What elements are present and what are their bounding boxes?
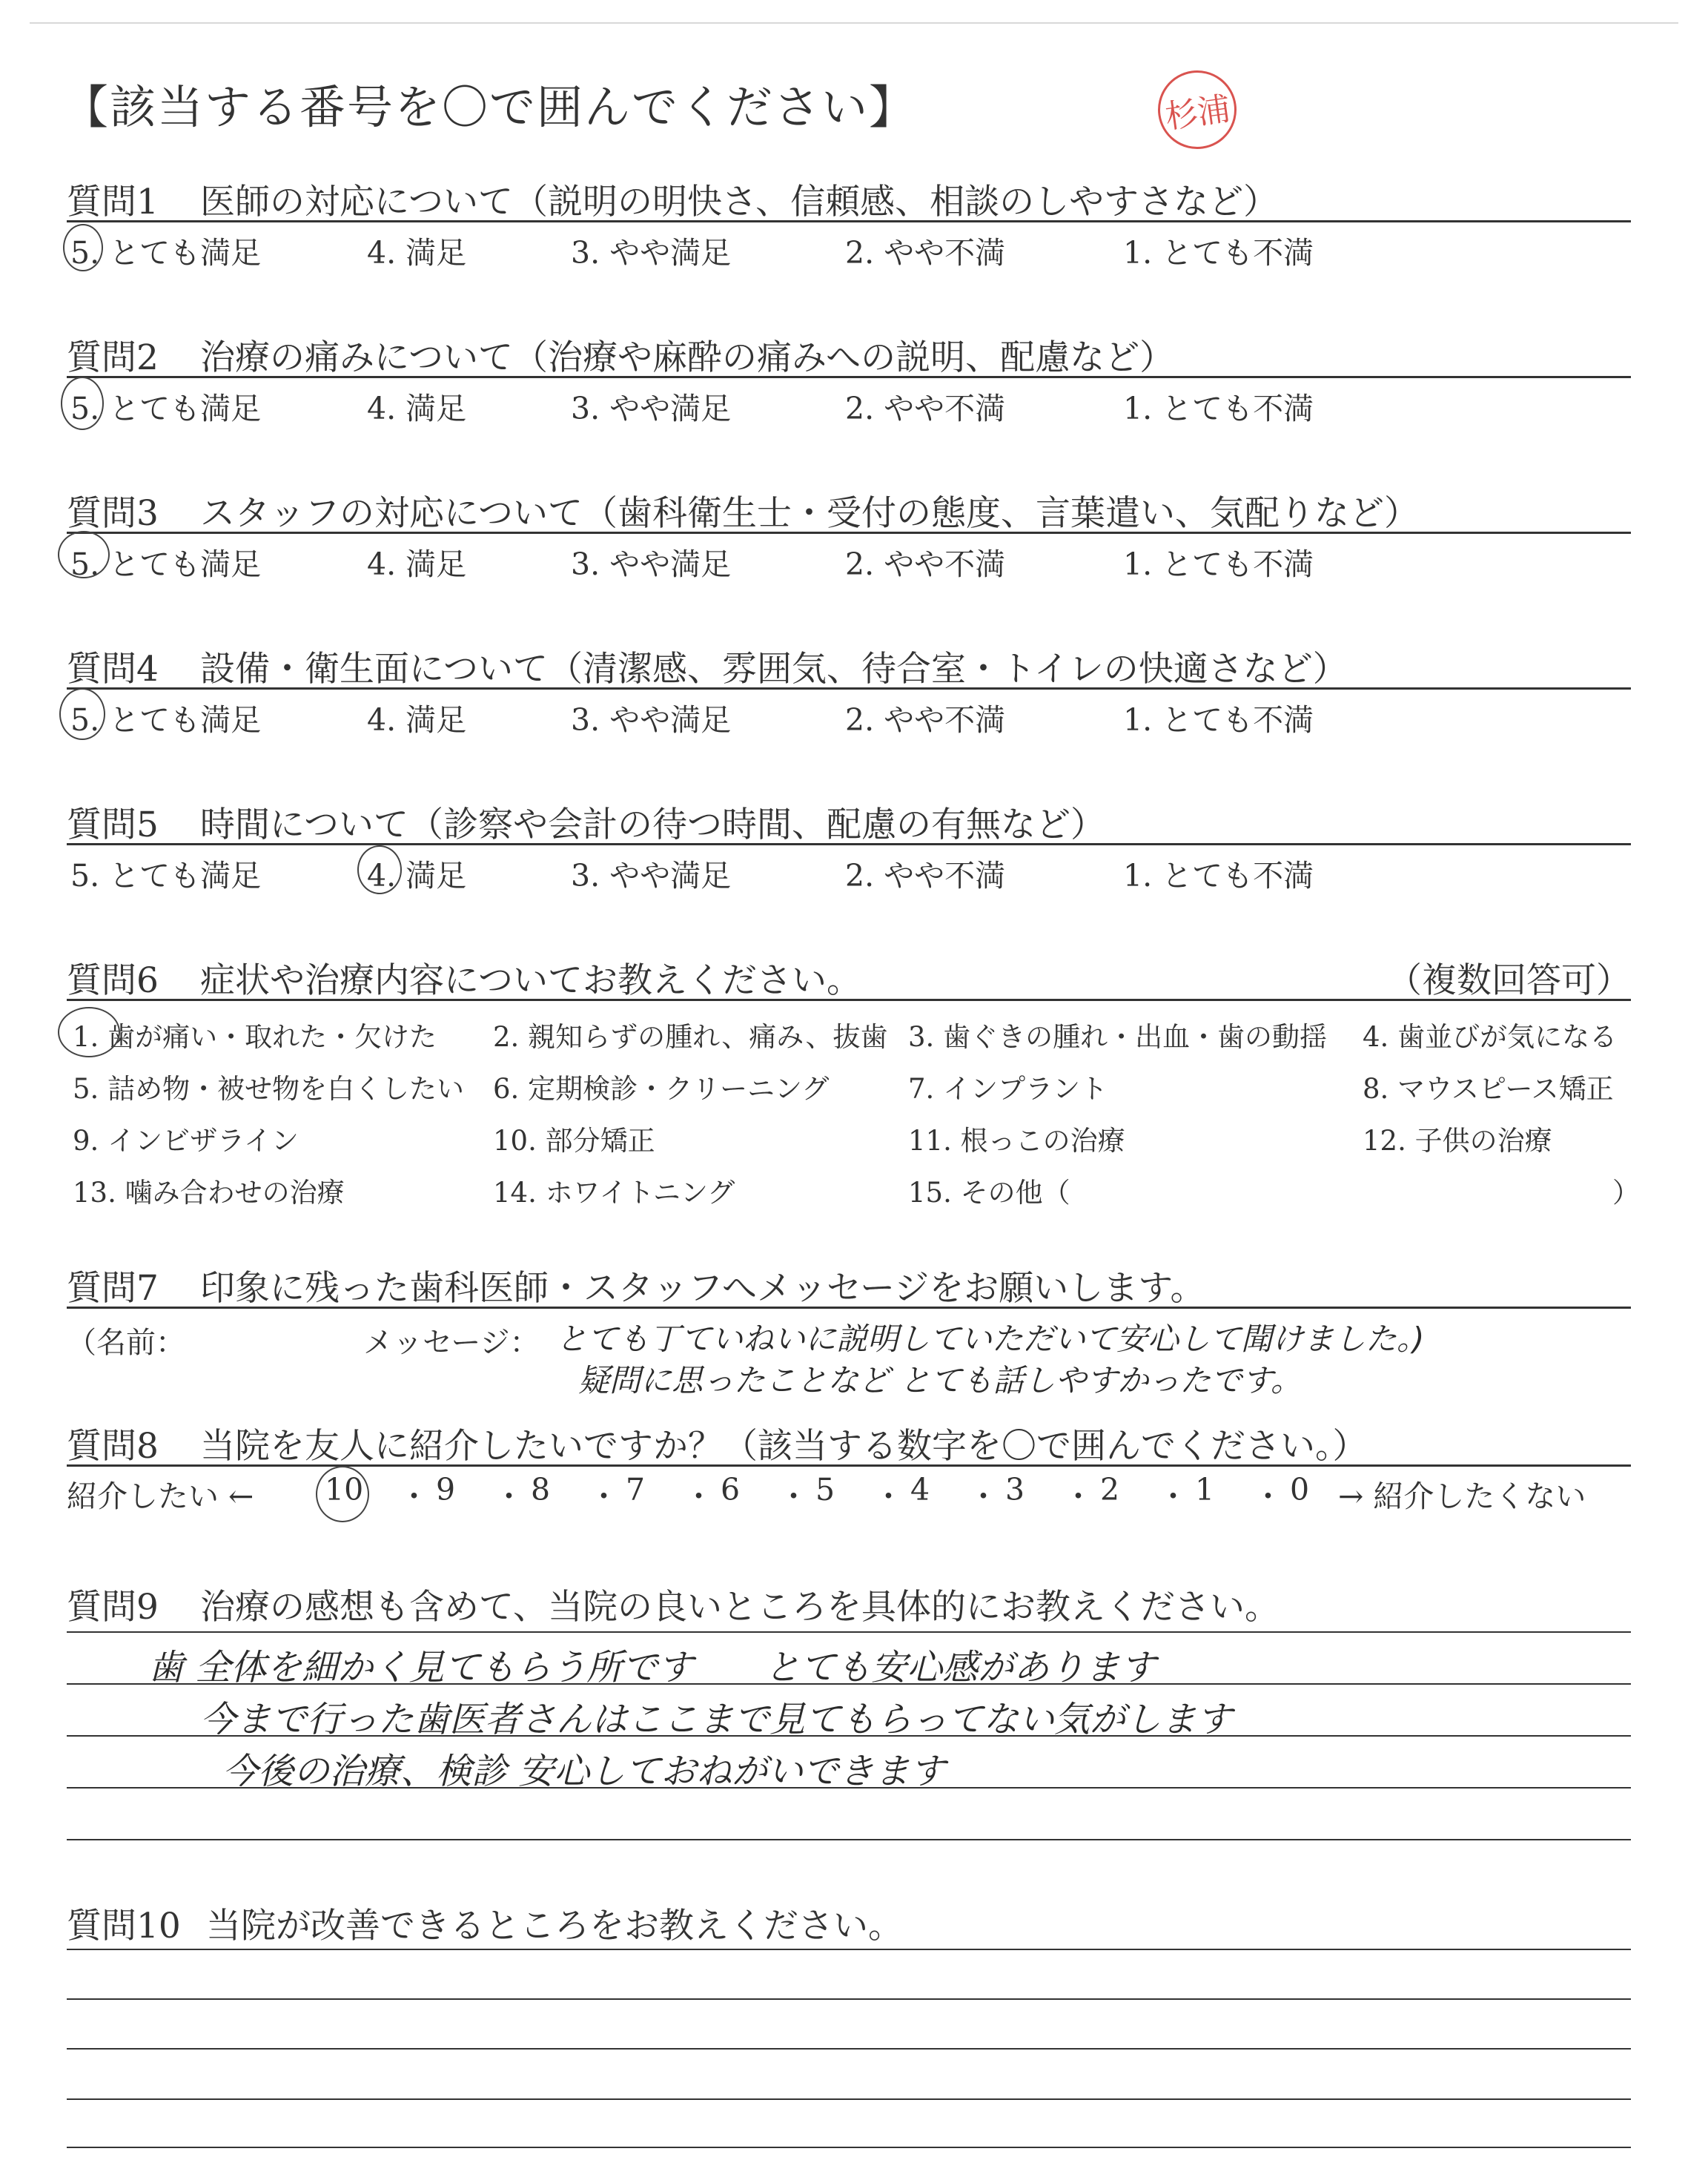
- symptom-item[interactable]: 1. 歯が痛い・取れた・欠けた: [73, 1021, 437, 1053]
- question-1: [67, 174, 1631, 274]
- question-text: 当院を友人に紹介したいですか？（該当する数字を〇で囲んでください。）: [200, 1426, 1368, 1467]
- answer-line: [67, 2147, 1631, 2148]
- handwritten-message-line: 疑問に思ったことなど とても話しやすかったです。: [578, 1362, 1302, 1398]
- symptom-other-close: ）: [1612, 1177, 1640, 1209]
- selection-circle: [61, 377, 104, 430]
- question-text: 医師の対応について（説明の明快さ、信頼感、相談のしやすさなど）: [200, 182, 1279, 222]
- question-2: [67, 330, 1631, 430]
- answer-line: [67, 1998, 1631, 2000]
- symptom-item[interactable]: 5. 詰め物・被せ物を白くしたい: [73, 1073, 465, 1105]
- symptom-item[interactable]: 2. 親知らずの腫れ、痛み、抜歯: [493, 1021, 888, 1053]
- top-rule: [30, 22, 1678, 24]
- page-title: 【該当する番号を〇で囲んでください】: [62, 80, 917, 134]
- scale-separator: ・: [683, 1479, 714, 1514]
- symptom-item[interactable]: 10. 部分矯正: [493, 1125, 655, 1157]
- question-number: 質問6: [67, 960, 159, 1001]
- question-text: 印象に残った歯科医師・スタッフへメッセージをお願いします。: [200, 1268, 1205, 1309]
- question-number: 質問1: [67, 182, 159, 222]
- answer-line: [67, 1839, 1631, 1840]
- symptom-item[interactable]: 9. インビザライン: [73, 1125, 299, 1157]
- multiple-answer-note: （複数回答可）: [1387, 960, 1631, 1001]
- option-2[interactable]: 2. やや不満: [845, 702, 1006, 738]
- scale-value[interactable]: 5: [815, 1472, 835, 1507]
- rating-options: [67, 534, 1631, 586]
- selection-circle: [58, 531, 110, 578]
- question-text: 時間について（診察や会計の待つ時間、配慮の有無など）: [200, 805, 1106, 845]
- question-number: 質問5: [67, 805, 159, 845]
- answer-line: [67, 1631, 1631, 1633]
- scale-separator: ・: [399, 1479, 429, 1514]
- question-number: 質問7: [67, 1268, 159, 1309]
- option-1[interactable]: 1. とても不満: [1123, 546, 1314, 582]
- symptom-item[interactable]: 12. 子供の治療: [1363, 1125, 1552, 1157]
- symptom-item[interactable]: 4. 歯並びが気になる: [1363, 1021, 1618, 1053]
- question-number: 質問10: [67, 1906, 181, 1946]
- question-text: 治療の感想も含めて、当院の良いところを具体的にお教えください。: [200, 1587, 1280, 1628]
- scale-separator: ・: [1158, 1479, 1188, 1514]
- option-3[interactable]: 3. やや満足: [571, 858, 732, 894]
- scale-value[interactable]: 4: [910, 1472, 930, 1507]
- scale-separator: ・: [1063, 1479, 1093, 1514]
- question-number: 質問4: [67, 649, 159, 690]
- option-2[interactable]: 2. やや不満: [845, 858, 1006, 894]
- scale-value[interactable]: 3: [1005, 1472, 1025, 1507]
- option-2[interactable]: 2. やや不満: [845, 391, 1006, 426]
- answer-line: [67, 2098, 1631, 2100]
- option-5[interactable]: 5. とても満足: [70, 858, 262, 894]
- seal-stamp: 杉浦: [1153, 65, 1242, 154]
- option-4[interactable]: 4. 満足: [367, 391, 467, 426]
- option-1[interactable]: 1. とても不満: [1123, 702, 1314, 738]
- question-text: 症状や治療内容についてお教えください。: [200, 960, 862, 1001]
- option-1[interactable]: 1. とても不満: [1123, 858, 1314, 894]
- scale-separator: ・: [968, 1479, 999, 1514]
- handwritten-answer-line: 今後の治療、検診 安心しておねがいできます: [222, 1751, 946, 1792]
- option-2[interactable]: 2. やや不満: [845, 546, 1006, 582]
- scale-left-label: 紹介したい ←: [67, 1479, 254, 1514]
- question-number: 質問3: [67, 493, 159, 534]
- handwritten-answer-line: 今まで行った歯医者さんはここまで見てもらってない気がします: [200, 1699, 1233, 1740]
- symptom-item[interactable]: 14. ホワイトニング: [493, 1177, 735, 1209]
- selection-circle: [316, 1466, 369, 1522]
- option-4[interactable]: 4. 満足: [367, 235, 467, 271]
- message-label: メッセージ：: [363, 1326, 540, 1360]
- question-number: 質問9: [67, 1587, 159, 1628]
- scale-separator: ・: [1253, 1479, 1283, 1514]
- option-1[interactable]: 1. とても不満: [1123, 391, 1314, 426]
- symptom-item[interactable]: 13. 噛み合わせの治療: [73, 1177, 345, 1209]
- option-5[interactable]: 5. とても満足: [70, 391, 262, 426]
- scale-value[interactable]: 7: [626, 1472, 646, 1507]
- answer-line: [67, 1949, 1631, 1950]
- option-5[interactable]: 5. とても満足: [70, 546, 262, 582]
- option-4[interactable]: 4. 満足: [367, 702, 467, 738]
- option-4[interactable]: 4. 満足: [367, 858, 467, 894]
- scale-value[interactable]: 8: [531, 1472, 551, 1507]
- scale-value[interactable]: 1: [1195, 1472, 1215, 1507]
- scale-value[interactable]: 0: [1290, 1472, 1310, 1507]
- recommend-scale: [67, 1472, 1631, 1524]
- question-number: 質問8: [67, 1426, 159, 1467]
- answer-line: [67, 2048, 1631, 2050]
- scale-separator: ・: [873, 1479, 904, 1514]
- question-8: [67, 1418, 1631, 1467]
- scale-value[interactable]: 10: [325, 1472, 364, 1507]
- selection-circle: [58, 1007, 120, 1057]
- option-3[interactable]: 3. やや満足: [571, 546, 732, 582]
- question-10: [67, 1898, 1631, 1944]
- question-7: [67, 1261, 1631, 1398]
- rating-options: [67, 690, 1631, 742]
- scale-separator: ・: [778, 1479, 809, 1514]
- option-3[interactable]: 3. やや満足: [571, 702, 732, 738]
- option-3[interactable]: 3. やや満足: [571, 391, 732, 426]
- symptom-item[interactable]: 11. 根っこの治療: [908, 1125, 1125, 1157]
- option-1[interactable]: 1. とても不満: [1123, 235, 1314, 271]
- option-5[interactable]: 5. とても満足: [70, 702, 262, 738]
- symptom-item[interactable]: 7. インプラント: [908, 1073, 1108, 1105]
- question-text: スタッフの対応について（歯科衛生士・受付の態度、言葉遣い、気配りなど）: [200, 493, 1420, 534]
- question-9: [67, 1579, 1631, 1628]
- message-area: [67, 1309, 1631, 1398]
- symptom-item[interactable]: 15. その他（: [908, 1177, 1070, 1209]
- scale-value[interactable]: 2: [1100, 1472, 1120, 1507]
- question-text: 治療の痛みについて（治療や麻酔の痛みへの説明、配慮など）: [200, 337, 1175, 378]
- selection-circle: [59, 688, 105, 740]
- question-text: 当院が改善できるところをお教えください。: [206, 1906, 903, 1946]
- scale-separator: ・: [589, 1479, 619, 1514]
- rating-options: [67, 222, 1631, 274]
- question-5: [67, 797, 1631, 897]
- option-5[interactable]: 5. とても満足: [70, 235, 262, 271]
- name-label: （名前：: [67, 1326, 185, 1360]
- option-2[interactable]: 2. やや不満: [845, 235, 1006, 271]
- scale-right-label: → 紹介したくない: [1338, 1479, 1586, 1514]
- question-6: [67, 953, 1640, 1216]
- selection-circle: [357, 845, 402, 894]
- option-4[interactable]: 4. 満足: [367, 546, 467, 582]
- scale-value[interactable]: 9: [436, 1472, 456, 1507]
- symptom-item[interactable]: 3. 歯ぐきの腫れ・出血・歯の動揺: [908, 1021, 1328, 1053]
- question-4: [67, 641, 1631, 742]
- symptom-item[interactable]: 8. マウスピース矯正: [1363, 1073, 1614, 1105]
- selection-circle: [63, 224, 103, 271]
- option-3[interactable]: 3. やや満足: [571, 235, 732, 271]
- question-text: 設備・衛生面について（清潔感、雰囲気、待合室・トイレの快適さなど）: [200, 649, 1348, 690]
- symptom-grid: [67, 1001, 1640, 1216]
- scale-separator: ・: [494, 1479, 524, 1514]
- symptom-item[interactable]: 6. 定期検診・クリーニング: [493, 1073, 830, 1105]
- question-3: [67, 486, 1631, 586]
- scale-value[interactable]: 6: [721, 1472, 741, 1507]
- question-number: 質問2: [67, 337, 159, 378]
- handwritten-answer-line: 歯 全体を細かく見てもらう所です とても安心感があります: [148, 1647, 1156, 1688]
- rating-options: [67, 378, 1631, 430]
- handwritten-message-line: とても丁ていねいに説明していただいて安心して聞けました。): [556, 1321, 1425, 1357]
- rating-options: [67, 845, 1631, 897]
